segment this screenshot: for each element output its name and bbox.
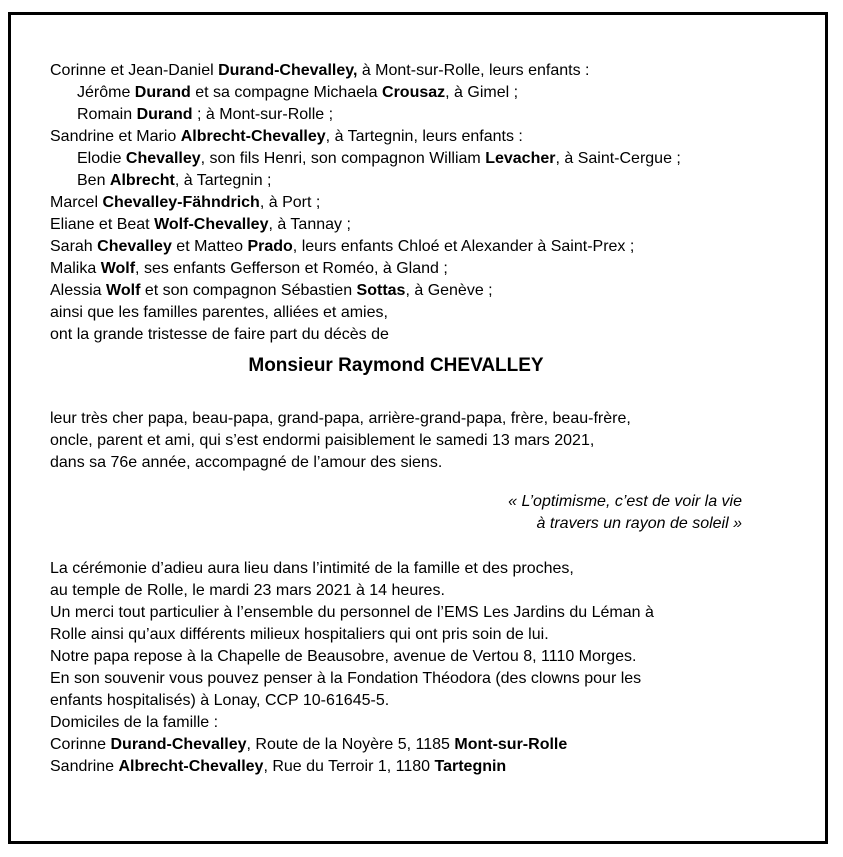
text-line: au temple de Rolle, le mardi 23 mars 2021 à 14 heures. (50, 582, 445, 599)
text-line: dans sa 76e année, accompagné de l’amour des siens. (50, 454, 443, 471)
obituary-content (11, 15, 825, 778)
text-line: Malika Wolf, ses enfants Gefferson et Roméo, à Gland ; (50, 260, 448, 277)
text-line: Un merci tout particulier à l’ensemble du personnel de l’EMS Les Jardins du Léman à (50, 604, 654, 621)
text-line: Notre papa repose à la Chapelle de Beausobre, avenue de Vertou 8, 1110 Morges. (50, 648, 637, 665)
text-line: En son souvenir vous pouvez penser à la Fondation Théodora (des clowns pour les (50, 670, 642, 687)
memorial-quote (50, 491, 742, 535)
text-line: oncle, parent et ami, qui s’est endormi paisiblement le samedi 13 mars 2021, (50, 432, 595, 449)
text-line: Corinne Durand-Chevalley, Route de la Noyère 5, 1185 Mont-sur-Rolle (50, 736, 568, 753)
ceremony-info (50, 558, 742, 778)
text-line: « L’optimisme, c’est de voir la vie (508, 493, 742, 510)
text-line: Jérôme Durand et sa compagne Michaela Crousaz, à Gimel ; (77, 84, 519, 101)
text-line: Elodie Chevalley, son fils Henri, son compagnon William Levacher, à Saint-Cergue ; (77, 150, 681, 167)
text-line: Sarah Chevalley et Matteo Prado, leurs enfants Chloé et Alexander à Saint-Prex ; (50, 238, 635, 255)
text-line: Domiciles de la famille : (50, 714, 219, 731)
text-line: Eliane et Beat Wolf-Chevalley, à Tannay ; (50, 216, 351, 233)
text-line: Rolle ainsi qu’aux différents milieux hospitaliers qui ont pris soin de lui. (50, 626, 549, 643)
text-line: La cérémonie d’adieu aura lieu dans l’intimité de la famille et des proches, (50, 560, 574, 577)
deceased-name-title: Monsieur Raymond CHEVALLEY (248, 355, 544, 376)
family-list (50, 60, 742, 346)
text-line: Romain Durand ; à Mont-sur-Rolle ; (77, 106, 334, 123)
text-line: ont la grande tristesse de faire part du décès de (50, 326, 389, 343)
eulogy-paragraph (50, 408, 742, 474)
obituary-frame (8, 12, 828, 844)
text-line: Marcel Chevalley-Fähndrich, à Port ; (50, 194, 321, 211)
text-line: ainsi que les familles parentes, alliées et amies, (50, 304, 388, 321)
text-line: Alessia Wolf et son compagnon Sébastien Sottas, à Genève ; (50, 282, 493, 299)
text-line: Ben Albrecht, à Tartegnin ; (77, 172, 272, 189)
text-line: Sandrine et Mario Albrecht-Chevalley, à Tartegnin, leurs enfants : (50, 128, 523, 145)
text-line: à travers un rayon de soleil » (536, 515, 742, 532)
text-line: leur très cher papa, beau-papa, grand-papa, arrière-grand-papa, frère, beau-frère, (50, 410, 631, 427)
text-line: Corinne et Jean-Daniel Durand-Chevalley, à Mont-sur-Rolle, leurs enfants : (50, 62, 590, 79)
text-line: Sandrine Albrecht-Chevalley, Rue du Terroir 1, 1180 Tartegnin (50, 758, 507, 775)
text-line: enfants hospitalisés) à Lonay, CCP 10-61645-5. (50, 692, 390, 709)
